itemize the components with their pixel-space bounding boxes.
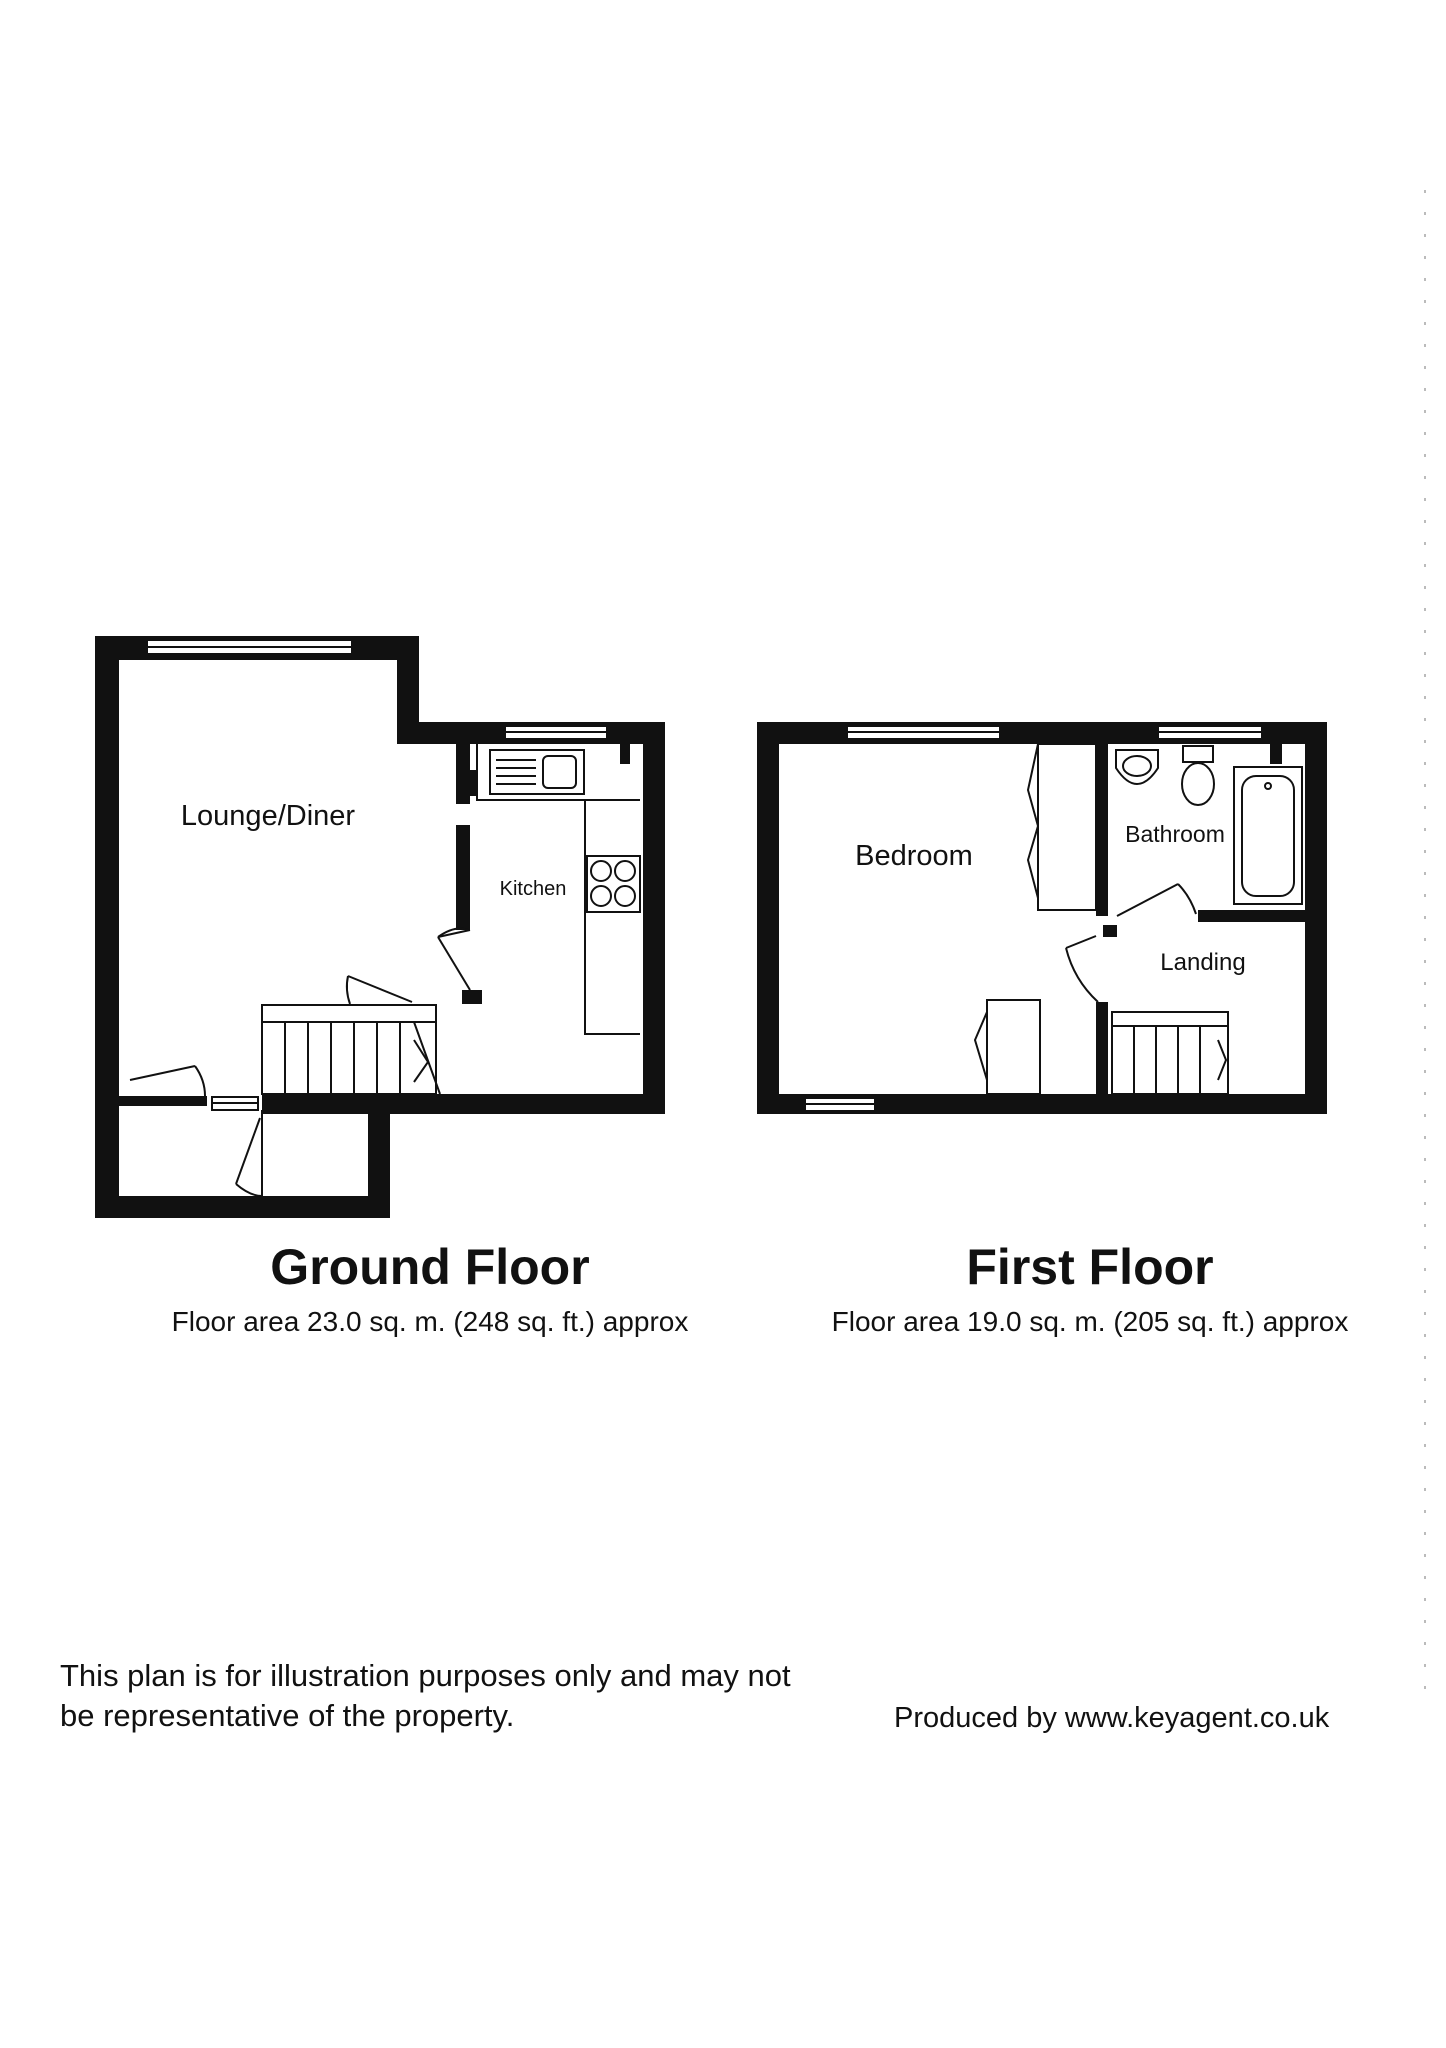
bedroom-rear-window — [805, 1098, 875, 1111]
stair-door — [347, 976, 412, 1004]
porch-door — [236, 1110, 262, 1196]
hob-icon — [587, 856, 640, 912]
producer-credit: Produced by www.keyagent.co.uk — [894, 1702, 1330, 1734]
first-stairs — [1112, 1012, 1228, 1094]
toilet-icon — [1182, 746, 1214, 805]
ground-stairs — [262, 1005, 440, 1094]
first-floor-title: First Floor — [966, 1239, 1214, 1295]
wardrobe — [1028, 744, 1096, 910]
front-door — [130, 1066, 205, 1096]
ground-floor-plan — [95, 636, 665, 1218]
room-label-lounge-diner: Lounge/Diner — [180, 800, 356, 832]
disclaimer — [60, 1656, 920, 1736]
room-label-bedroom: Bedroom — [855, 840, 973, 872]
first-floor-area: Floor area 19.0 sq. m. (205 sq. ft.) approx — [831, 1306, 1349, 1337]
room-label-kitchen: Kitchen — [499, 878, 567, 900]
disclaimer-line-2: be representative of the property. — [60, 1698, 515, 1733]
sink-icon — [490, 750, 584, 794]
bathroom-window — [1158, 726, 1262, 739]
bathroom-door — [1117, 884, 1196, 916]
kitchen-door — [438, 929, 470, 990]
first-floor-plan — [757, 722, 1327, 1114]
bath-icon — [1234, 767, 1302, 904]
bedroom-window — [847, 726, 1000, 739]
room-label-landing: Landing — [1160, 949, 1246, 976]
bedroom-cupboard — [975, 1000, 1040, 1094]
lounge-window — [147, 640, 352, 654]
ground-floor-area: Floor area 23.0 sq. m. (248 sq. ft.) approx — [171, 1306, 689, 1337]
ground-floor-title: Ground Floor — [270, 1239, 590, 1295]
kitchen-window — [505, 726, 607, 739]
bedroom-door — [1066, 936, 1098, 1002]
first-floor-walls — [757, 722, 1327, 1114]
ground-floor-walls — [95, 636, 665, 1218]
wash-basin-icon — [1116, 750, 1158, 784]
disclaimer-line-1: This plan is for illustration purposes only and may not — [60, 1658, 791, 1693]
porch-window — [212, 1097, 258, 1110]
room-label-bathroom: Bathroom — [1125, 821, 1225, 847]
